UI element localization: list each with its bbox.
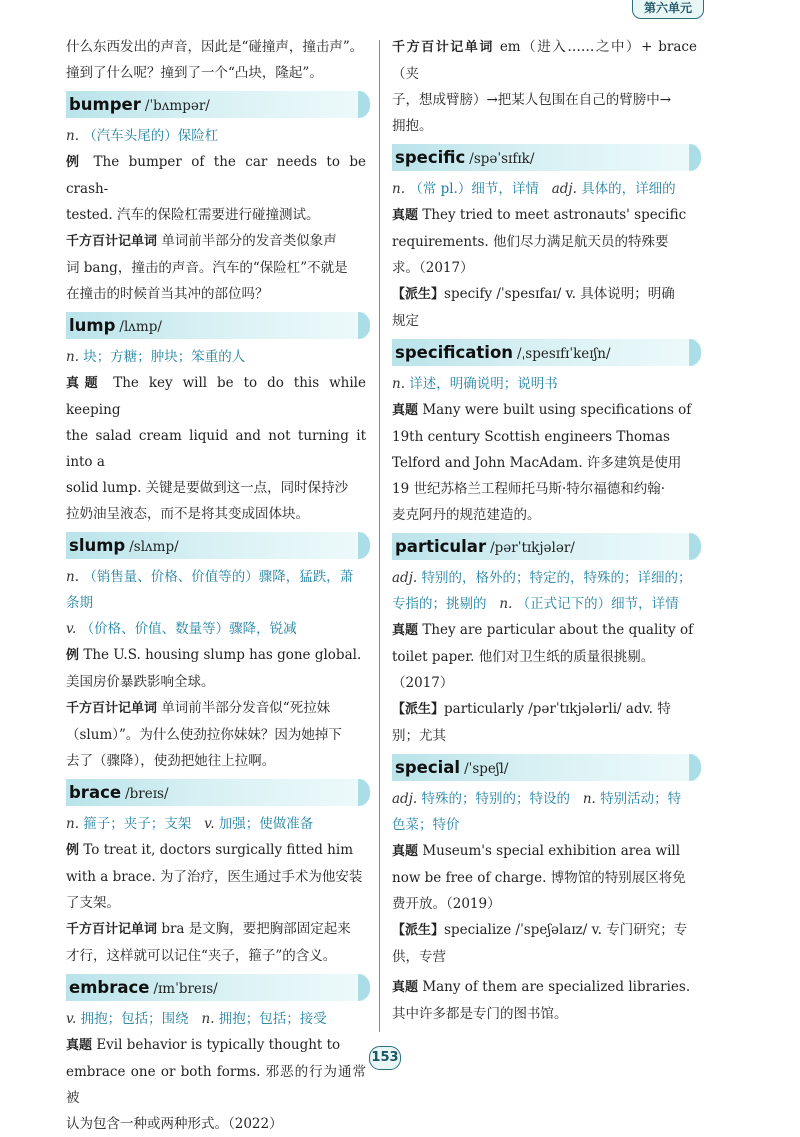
example-line: 美国房价暴跌影响全球。 (66, 674, 215, 690)
headword: specific (395, 148, 466, 167)
sense-line: n. （汽车头尾的）保险杠 (66, 128, 219, 144)
example-line: （2017） (392, 675, 454, 691)
heading-cap (358, 532, 370, 559)
heading-cap (689, 144, 701, 171)
right-column (392, 34, 697, 1027)
intro-line-1: 什么东西发出的声音，因此是“碰撞声，撞击声”。 (66, 39, 364, 55)
derivative-line: 供，专营 (392, 949, 446, 965)
entry-heading-slump (66, 532, 366, 559)
heading-cap (689, 754, 701, 781)
example-line: embrace one or both forms. 邪恶的行为通常被 (66, 1064, 366, 1106)
sense-line: n. 箍子；夹子；支架 v. 加强；使做准备 (66, 816, 314, 832)
headword: bumper (69, 95, 141, 114)
intro-line-2: 撞到了什么呢？撞到了一个“凸块，隆起”。 (66, 65, 323, 81)
sense-line: adj. 特别的，格外的；特定的，特殊的；详细的； (392, 570, 692, 586)
sense-line: n. 块；方糖；肿块；笨重的人 (66, 349, 246, 365)
headword: specification (395, 343, 514, 362)
example-line: 真题 Evil behavior is typically thought to (66, 1037, 341, 1053)
example-line: 拉奶油呈液态，而不是将其变成固体块。 (66, 506, 309, 522)
heading-cap (358, 312, 370, 339)
example-line: toilet paper. 他们对卫生纸的质量很挑剔。 (392, 649, 655, 665)
phonetic: /pərˈtɪkjələr/ (490, 540, 575, 556)
memory-tip-line: 拥抱。 (392, 118, 433, 134)
memory-tip-line: （slum）”。为什么使劲拉你妹妹？因为她掉下 (66, 727, 342, 743)
example-line: 19 世纪苏格兰工程师托马斯·特尔福德和约翰· (392, 481, 666, 497)
phonetic: /spəˈsɪfɪk/ (469, 151, 535, 167)
example-line: 认为包含一种或两种形式。（2022） (66, 1116, 283, 1132)
memory-tip-line: 在撞击的时候首当其冲的部位吗？ (66, 286, 269, 302)
entry-heading-brace (66, 779, 366, 806)
derivative-line: 别；尤其 (392, 728, 446, 744)
sense-line: n. 详述，明确说明；说明书 (392, 376, 558, 392)
phonetic: /ˈspeʃl/ (464, 761, 509, 777)
memory-tip-line: 才行，这样就可以记住“夹子，箍子”的含义。 (66, 948, 337, 964)
example-line: solid lump. 关键是要做到这一点，同时保持沙 (66, 480, 349, 496)
memory-tip-line: 千方百计记单词 单词前半部分发音似“死拉妹 (66, 700, 331, 716)
example-line: 了支架。 (66, 895, 120, 911)
example-line: 真题 Museum's special exhibition area will (392, 843, 681, 859)
headword: particular (395, 537, 487, 556)
example-line: 例 The bumper of the car needs to be crash- (66, 154, 366, 197)
memory-tip-line: 去了（骤降），使劲把她往上拉啊。 (66, 753, 276, 769)
example-line: 真题 They are particular about the quality of (392, 622, 694, 638)
example-line: 例 To treat it, doctors surgically fitted him (66, 842, 353, 858)
sense-line: v. （价格、价值、数量等）骤降，锐减 (66, 621, 297, 637)
phonetic: /ɪmˈbreɪs/ (153, 981, 218, 997)
headword: lump (69, 316, 116, 335)
headword: brace (69, 783, 122, 802)
column-divider (379, 40, 380, 1032)
derivative-line: 【派生】specialize /ˈspeʃəlaɪz/ v. 专门研究；专 (392, 922, 688, 938)
example-line: 其中许多都是专门的图书馆。 (392, 1006, 568, 1022)
heading-cap (358, 974, 370, 1001)
example-line: 麦克阿丹的规范建造的。 (392, 507, 541, 523)
memory-tip-line: 千方百计记单词 bra 是文胸，要把胸部固定起来 (66, 921, 351, 937)
derivative-line: 规定 (392, 313, 419, 329)
sense-line: adj. 特殊的；特别的；特设的 n. 特别活动；特 (392, 791, 682, 807)
entry-heading-specific (392, 144, 697, 171)
heading-cap (358, 91, 370, 118)
example-line: 真题 Many of them are specialized libraries. (392, 979, 691, 995)
phonetic: /ˌspesɪfɪˈkeɪʃn/ (517, 346, 611, 362)
memory-tip-line: 子，想成臂膀）→把某人包围在自己的臂膀中→ (392, 92, 672, 108)
page-number: 153 (369, 1046, 401, 1070)
example-line: with a brace. 为了治疗，医生通过手术为他安装 (66, 869, 363, 885)
sense-line: n. （常 pl.）细节，详情 adj. 具体的，详细的 (392, 181, 676, 197)
entry-heading-lump (66, 312, 366, 339)
phonetic: /ˈbʌmpər/ (144, 98, 210, 114)
example-line: requirements. 他们尽力满足航天员的特殊要 (392, 234, 669, 250)
headword: slump (69, 536, 126, 555)
sense-line: 专指的；挑剔的 n. （正式记下的）细节，详情 (392, 596, 679, 612)
derivative-line: 【派生】particularly /pərˈtɪkjələrli/ adv. 特 (392, 701, 671, 717)
memory-tip-line: 千方百计记单词 单词前半部分的发音类似象声 (66, 233, 337, 249)
example-line: 真题 The key will be to do this while keeping (66, 375, 366, 418)
memory-tip-line: 千方百计记单词 em（进入……之中）+ brace（夹 (392, 39, 697, 82)
example-line: 求。（2017） (392, 260, 474, 276)
example-line: 费开放。（2019） (392, 896, 501, 912)
sense-line: n. （销售量、价格、价值等的）骤降，猛跌，萧条期 (66, 569, 354, 611)
phonetic: /slʌmp/ (129, 539, 179, 555)
left-column (66, 34, 366, 1137)
example-line: 真题 Many were built using specifications of (392, 402, 692, 418)
example-line: tested. 汽车的保险杠需要进行碰撞测试。 (66, 207, 320, 223)
entry-heading-particular (392, 533, 697, 560)
heading-cap (689, 533, 701, 560)
entry-heading-embrace (66, 974, 366, 1001)
sense-line: v. 拥抱；包括；围绕 n. 拥抱；包括；接受 (66, 1011, 327, 1027)
entry-heading-special (392, 754, 697, 781)
headword: embrace (69, 978, 150, 997)
example-line: 例 The U.S. housing slump has gone global. (66, 647, 362, 663)
memory-tip-line: 词 bang，撞击的声音。汽车的“保险杠”不就是 (66, 260, 348, 276)
derivative-line: 【派生】specify /ˈspesɪfaɪ/ v. 具体说明；明确 (392, 286, 675, 302)
heading-cap (689, 339, 701, 366)
phonetic: /breɪs/ (125, 786, 169, 802)
headword: special (395, 758, 461, 777)
example-line: 真题 They tried to meet astronauts' specific (392, 207, 687, 223)
heading-cap (358, 779, 370, 806)
example-line: the salad cream liquid and not turning it into a (66, 428, 366, 470)
example-line: Telford and John MacAdam. 许多建筑是使用 (392, 455, 682, 471)
unit-tag: 第六单元 (632, 0, 704, 19)
entry-heading-specification (392, 339, 697, 366)
entry-heading-bumper (66, 91, 366, 118)
example-line: now be free of charge. 博物馆的特别展区将免 (392, 870, 686, 886)
sense-line: 色菜；特价 (392, 817, 460, 833)
example-line: 19th century Scottish engineers Thomas (392, 429, 670, 445)
phonetic: /lʌmp/ (119, 319, 162, 335)
